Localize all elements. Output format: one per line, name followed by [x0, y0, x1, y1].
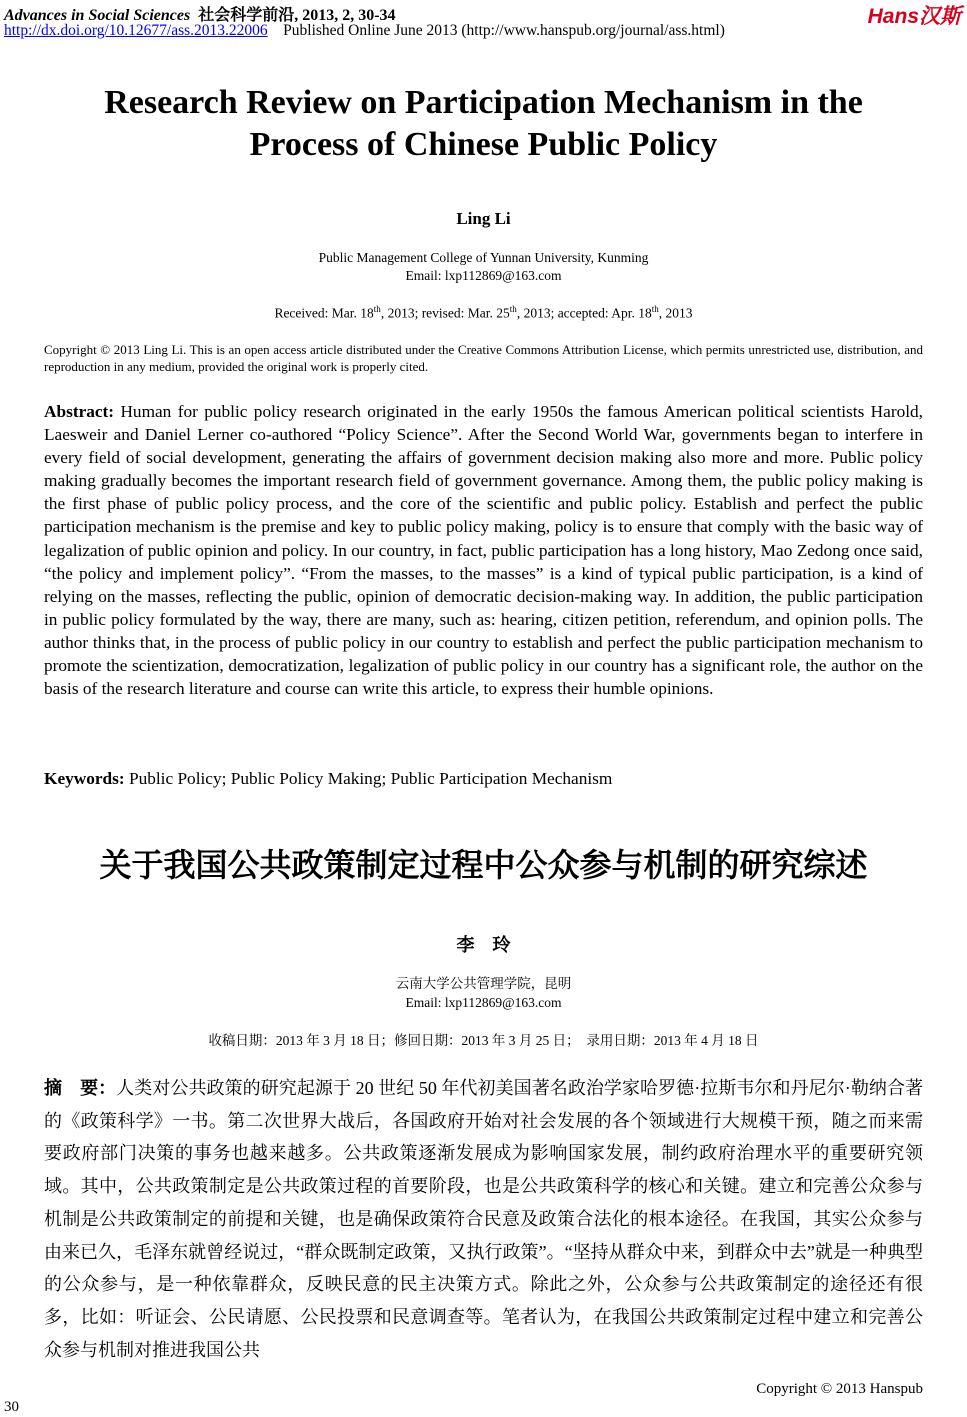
chinese-dates: 收稿日期：2013 年 3 月 18 日；修回日期：2013 年 3 月 25 日； 录用日期：2013 年 4 月 18 日 — [208, 1033, 759, 1048]
chinese-affiliation: 云南大学公共管理学院，昆明 — [395, 976, 572, 991]
doi-line — [4, 22, 725, 40]
accepted: , 2013; accepted: Apr. 18 — [516, 305, 652, 321]
keywords-label: Keywords: — [44, 769, 125, 788]
sup: th — [509, 304, 517, 314]
sup: th — [651, 304, 659, 314]
chinese-title: 关于我国公共政策制定过程中公众参与机制的研究综述 — [99, 846, 868, 884]
keywords — [44, 769, 923, 789]
published-info: Published Online June 2013 (http://www.hanspub.org/journal/ass.html) — [283, 22, 725, 39]
keywords-text: Public Policy; Public Policy Making; Public Participation Mechanism — [124, 769, 613, 788]
email: Email: lxp112869@163.com — [405, 268, 562, 283]
journal-info: 社会科学前沿, 2013, 2, 30-34 — [198, 7, 396, 24]
chinese-abstract — [44, 1072, 923, 1366]
affiliation-block — [0, 249, 967, 285]
chinese-affiliation-block — [0, 974, 967, 1012]
copyright-notice: Copyright © 2013 Ling Li. This is an open access article distributed under the Creative Commons Attribution License, which permits unrestricted use, distribution, and reproduction in any medium, provided the original work is properly cited. — [44, 342, 923, 374]
dates-end: , 2013 — [658, 305, 693, 321]
dates — [0, 304, 967, 322]
journal-name: Advances in Social Sciences — [4, 7, 191, 24]
author: Ling Li — [456, 209, 511, 228]
hans-logo: Hans汉斯 — [867, 5, 961, 28]
received: Received: Mar. 18 — [274, 305, 374, 321]
revised: , 2013; revised: Mar. 25 — [380, 305, 510, 321]
abstract-label: Abstract: — [44, 402, 115, 421]
chinese-abstract-text: 人类对公共政策的研究起源于 20 世纪 50 年代初美国著名政治学家哈罗德·拉斯韦尔和丹尼尔·勒纳合著的《政策科学》一书。第二次世界大战后，各国政府开始对社会发展的各个领域进行大规模干预，随之而来需要政府部门决策的事务也越来越多。公共政策逐渐发展成为影响国家发展，制约政府治理水平的重要研究领域。其中，公共政策制定是公共政策过程的首要阶段，也是公共政策科学的核心和关键。建立和完善公众参与机制是公共政策制定的前提和关键，也是确保政策符合民意及政策合法化的根本途径。在我国，其实公众参与由来已久，毛泽东就曾经说过，“群众既制定政策，又执行政策”。“坚持从群众中来，到群众中去”就是一种典型的公众参与，是一种依靠群众，反映民意的民主决策方式。除此之外，公众参与公共政策制定的途径还有很多，比如：听证会、公民请愿、公民投票和民意调查等。笔者认为，在我国公共政策制定过程中建立和完善公众参与机制对推进我国公共 — [44, 1078, 924, 1360]
chinese-author: 李 玲 — [456, 935, 511, 955]
footer-copyright: Copyright © 2013 Hanspub — [756, 1381, 923, 1397]
abstract — [44, 400, 923, 700]
chinese-abstract-label: 摘 要： — [44, 1078, 117, 1098]
doi-link[interactable]: http://dx.doi.org/10.12677/ass.2013.22006 — [4, 22, 268, 39]
title-line-2: Process of Chinese Public Policy — [249, 126, 718, 163]
paper-title — [0, 82, 967, 166]
sup: th — [373, 304, 381, 314]
affiliation: Public Management College of Yunnan University, Kunming — [318, 250, 649, 265]
page-number: 30 — [4, 1399, 19, 1415]
chinese-email: Email: lxp112869@163.com — [405, 995, 562, 1010]
title-line-1: Research Review on Participation Mechanism in the — [104, 84, 863, 121]
abstract-text: Human for public policy research originated in the early 1950s the famous American political scientists Harold, Laesweir and Daniel Lerner co-authored “Policy Science”. After the Second World War, governments began to interfere in every field of social development, generating the affairs of government decision making also more and more. Public policy making gradually becomes the important research field of government governance. Among them, the public policy making is the first phase of public policy process, and the core of the scientific and public policy. Establish and perfect the public participation mechanism is the premise and key to public policy making, policy is to ensure that comply with the basic way of legalization of public opinion and policy. In our country, in fact, public participation has a long history, Mao Zedong once said, “the policy and implement policy”. “From the masses, to the masses” is a kind of typical public participation, is a kind of relying on the masses, reflecting the public, opinion of democratic decision-making way. In addition, the public participation in public policy formulated by the way, there are many, such as: hearing, citizen petition, referendum, and opinion polls. The author thinks that, in the process of public policy in our country to establish and perfect the public participation mechanism to promote the scientization, democratization, legalization of public policy in our country has a significant role, the author on the basis of the research literature and course can write this article, to express their humble opinions. — [44, 402, 923, 699]
